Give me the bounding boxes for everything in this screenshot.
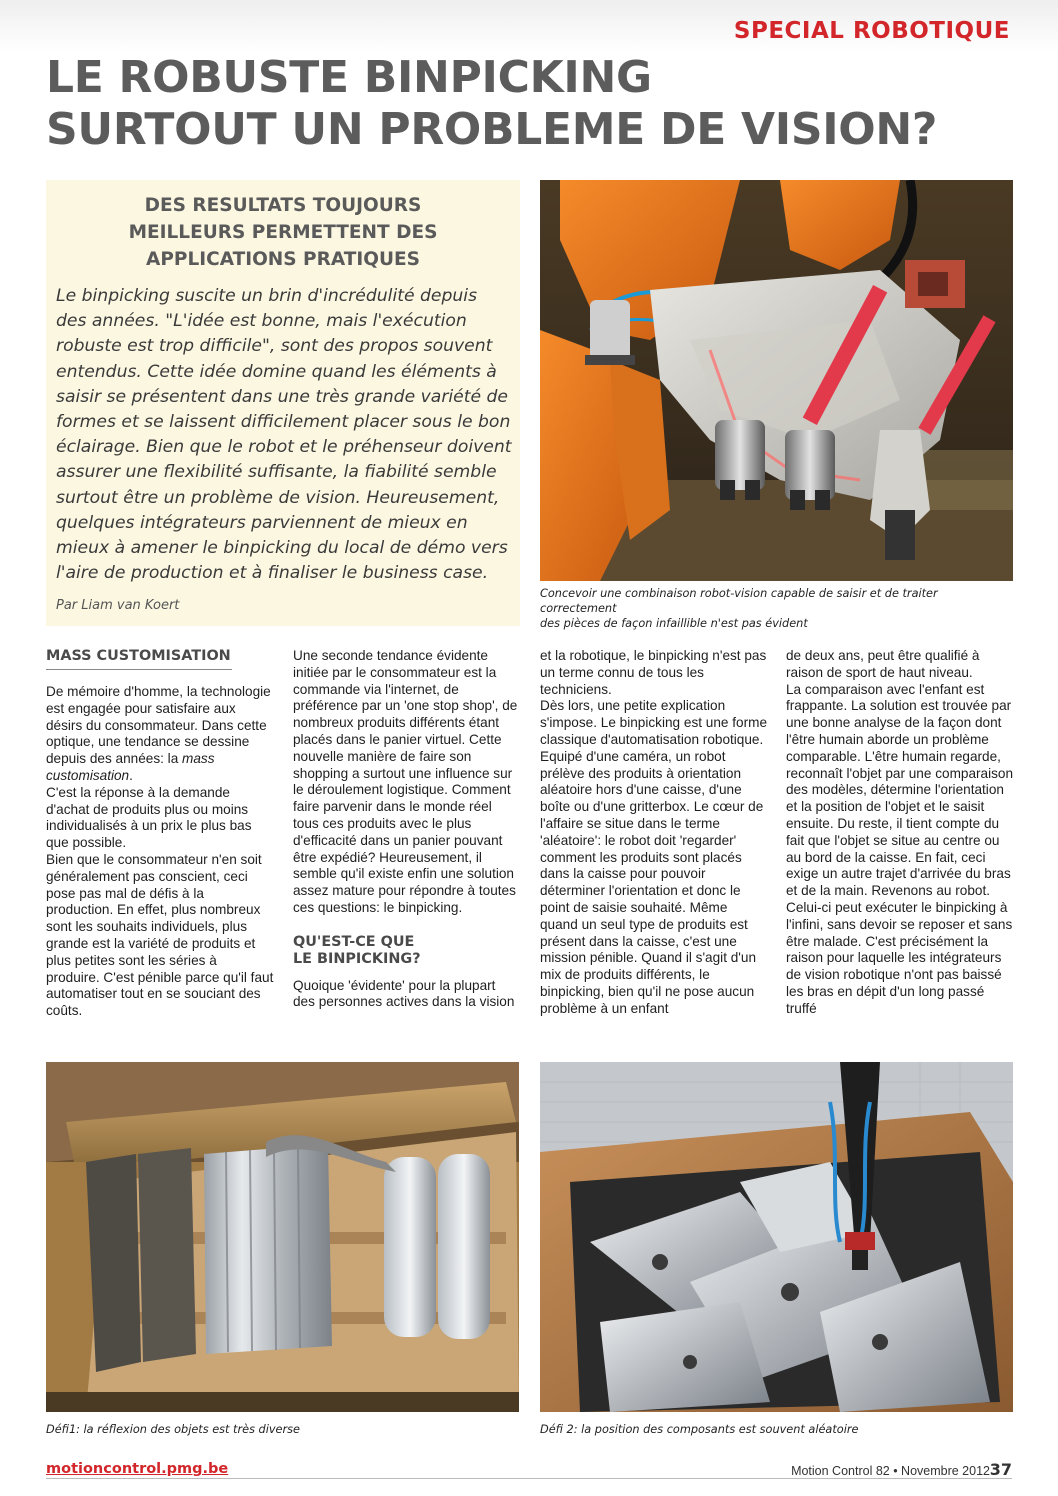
footer-issue: Motion Control 82 • Novembre 2012 xyxy=(791,1464,990,1478)
subhead-mass-customisation: MASS CUSTOMISATION xyxy=(46,648,232,670)
photo-top-caption xyxy=(540,586,1013,631)
c2-paragraph-2: Quoique 'évidente' pour la plupart des personnes actives dans la vision xyxy=(293,977,515,1010)
box-parts-photo xyxy=(540,1062,1013,1412)
c1-paragraph-2: C'est la réponse à la demande d'achat de produits plus ou moins individualisés à un prix le plus bas que possible. xyxy=(46,784,252,851)
c4-paragraph-2: La comparaison avec l'enfant est frappante. La solution est trouvée par une bonne analyse de la façon dont l'être humain aborde un problème comparable. L'être humain regarde, reconnaît l'objet par une comparaison des modèles, détermine l'orientation et la position de l'objet et le saisit ensuite. Du reste, il tient compte du fait que l'objet se situe au centre ou au bord de la caisse. En fait, ceci exige un autre trajet d'arrivée du bras et de la main. Revenons au robot. Celui-ci peut exécuter le binpicking à l'infini, sans devoir se reposer et sans être malade. C'est précisément la raison pour laquelle les intégrateurs de vision robotique n'ont pas baissé les bras en dépit d'un long passé truffé xyxy=(786,681,1014,1016)
photo-top-caption-line-2: des pièces de façon infaillible n'est pas évident xyxy=(540,617,808,630)
c3-paragraph-2: Dès lors, une petite explication s'impose. Le binpicking est une forme classique d'automatisation robotique. Equipé d'une caméra, un robot prélève des produits à orientation aléatoire hors d'une caisse, d'une boîte ou d'une gritterbox. Le cœur de l'affaire se situe dans le terme 'aléatoire': le robot doit 'regarder' comment les produits sont placés dans la caisse pour pouvoir déterminer l'orientation et donc le point de saisie souhaité. Même quand un seul type de produits est présent dans la caisse, c'est une mission pénible. Quand il s'agit d'un mix de produits différents, le binpicking, bien qu'il ne pose aucun problème à un enfant xyxy=(540,698,768,1016)
photo-left-caption: Défi1: la réflexion des objets est très diverse xyxy=(46,1423,300,1436)
photo-right-caption: Défi 2: la position des composants est souvent aléatoire xyxy=(540,1423,859,1436)
lead-text: Le binpicking suscite un brin d'incrédulité depuis des années. "L'idée est bonne, mais l'exécution robuste est trop difficile", sont des propos souvent entendus. Cette idée domine quand les éléments à saisir se présentent dans une très grande variété de formes et se laissent difficilement placer sous le bon éclairage. Bien que le robot et le préhenseur doivent assurer une flexibilité suffisante, la fiabilité semble surtout être un problème de vision. Heureusement, quelques intégrateurs parviennent de mieux en mieux à amener le binpicking du local de démo vers l'aire de production et à finaliser le business case. xyxy=(56,286,512,584)
robot-gripper-photo xyxy=(540,180,1013,581)
crate-parts-photo xyxy=(46,1062,519,1412)
c2-paragraph-1: Une seconde tendance évidente initiée par le consommateur est la commande via l'internet, de préférence par un 'one stop shop', de nombreux produits différents étant placés dans le panier virtuel. Cette nouvelle manière de faire son shopping a surtout une influence sur le déroulement logistique. Comment faire parvenir dans le monde réel tous ces produits avec le plus d'efficacité dans un panier pouvant être expédié? Heureusement, il semble qu'il existe enfin une solution assez mature pour répondre à toutes ces questions: le binpicking. xyxy=(293,648,518,915)
column-4 xyxy=(786,648,1014,1018)
lead-heading-line-1: DES RESULTATS TOUJOURS xyxy=(144,195,422,216)
lead-heading xyxy=(46,192,520,273)
photo-top-caption-line-1: Concevoir une combinaison robot-vision capable de saisir et de traiter correctement xyxy=(540,587,938,615)
page-title xyxy=(46,52,1006,156)
footer-rule xyxy=(46,1478,1012,1479)
page-number: 37 xyxy=(989,1460,1012,1479)
subhead-binpicking-line-1: QU'EST-CE QUE xyxy=(293,933,415,950)
column-3 xyxy=(540,648,768,1018)
footer-url-link[interactable]: motioncontrol.pmg.be xyxy=(46,1461,229,1477)
byline: Par Liam van Koert xyxy=(56,598,180,613)
c1-paragraph-3: Bien que le consommateur n'en soit généralement pas conscient, ceci pose pas mal de défis à la production. En effet, plus nombreux sont les souhaits individuels, plus grande est la variété de produits et plus petites sont les séries à produire. C'est pénible parce qu'il faut automatiser tout en se souciant des coûts. xyxy=(46,851,274,1019)
column-1 xyxy=(46,648,274,1020)
title-line-1: LE ROBUSTE BINPICKING xyxy=(46,52,652,103)
lead-heading-line-2: MEILLEURS PERMETTENT DES xyxy=(128,222,438,243)
c4-paragraph-1: de deux ans, peut être qualifié à raison de sport de haut niveau. xyxy=(786,648,980,680)
c2-gap-2 xyxy=(293,968,521,978)
c1-p1-end: . xyxy=(129,767,133,783)
c2-gap xyxy=(293,917,521,934)
subhead-binpicking xyxy=(293,934,521,968)
section-tag: SPECIAL ROBOTIQUE xyxy=(733,18,1010,44)
title-line-2: SURTOUT UN PROBLEME DE VISION? xyxy=(46,104,938,155)
lead-heading-line-3: APPLICATIONS PRATIQUES xyxy=(146,249,420,270)
subhead-binpicking-line-2: LE BINPICKING? xyxy=(293,950,421,967)
column-2 xyxy=(293,648,521,1011)
c1-p1-emphasis: mass customisation xyxy=(46,751,215,783)
c3-paragraph-1: et la robotique, le binpicking n'est pas un terme connu de tous les techniciens. xyxy=(540,648,767,697)
c1-p1-text: De mémoire d'homme, la technologie est engagée pour satisfaire aux désirs du consommateur. Dans cette optique, une tendance se dessine depuis des années: la xyxy=(46,684,271,767)
c1-paragraph-1 xyxy=(46,684,274,785)
